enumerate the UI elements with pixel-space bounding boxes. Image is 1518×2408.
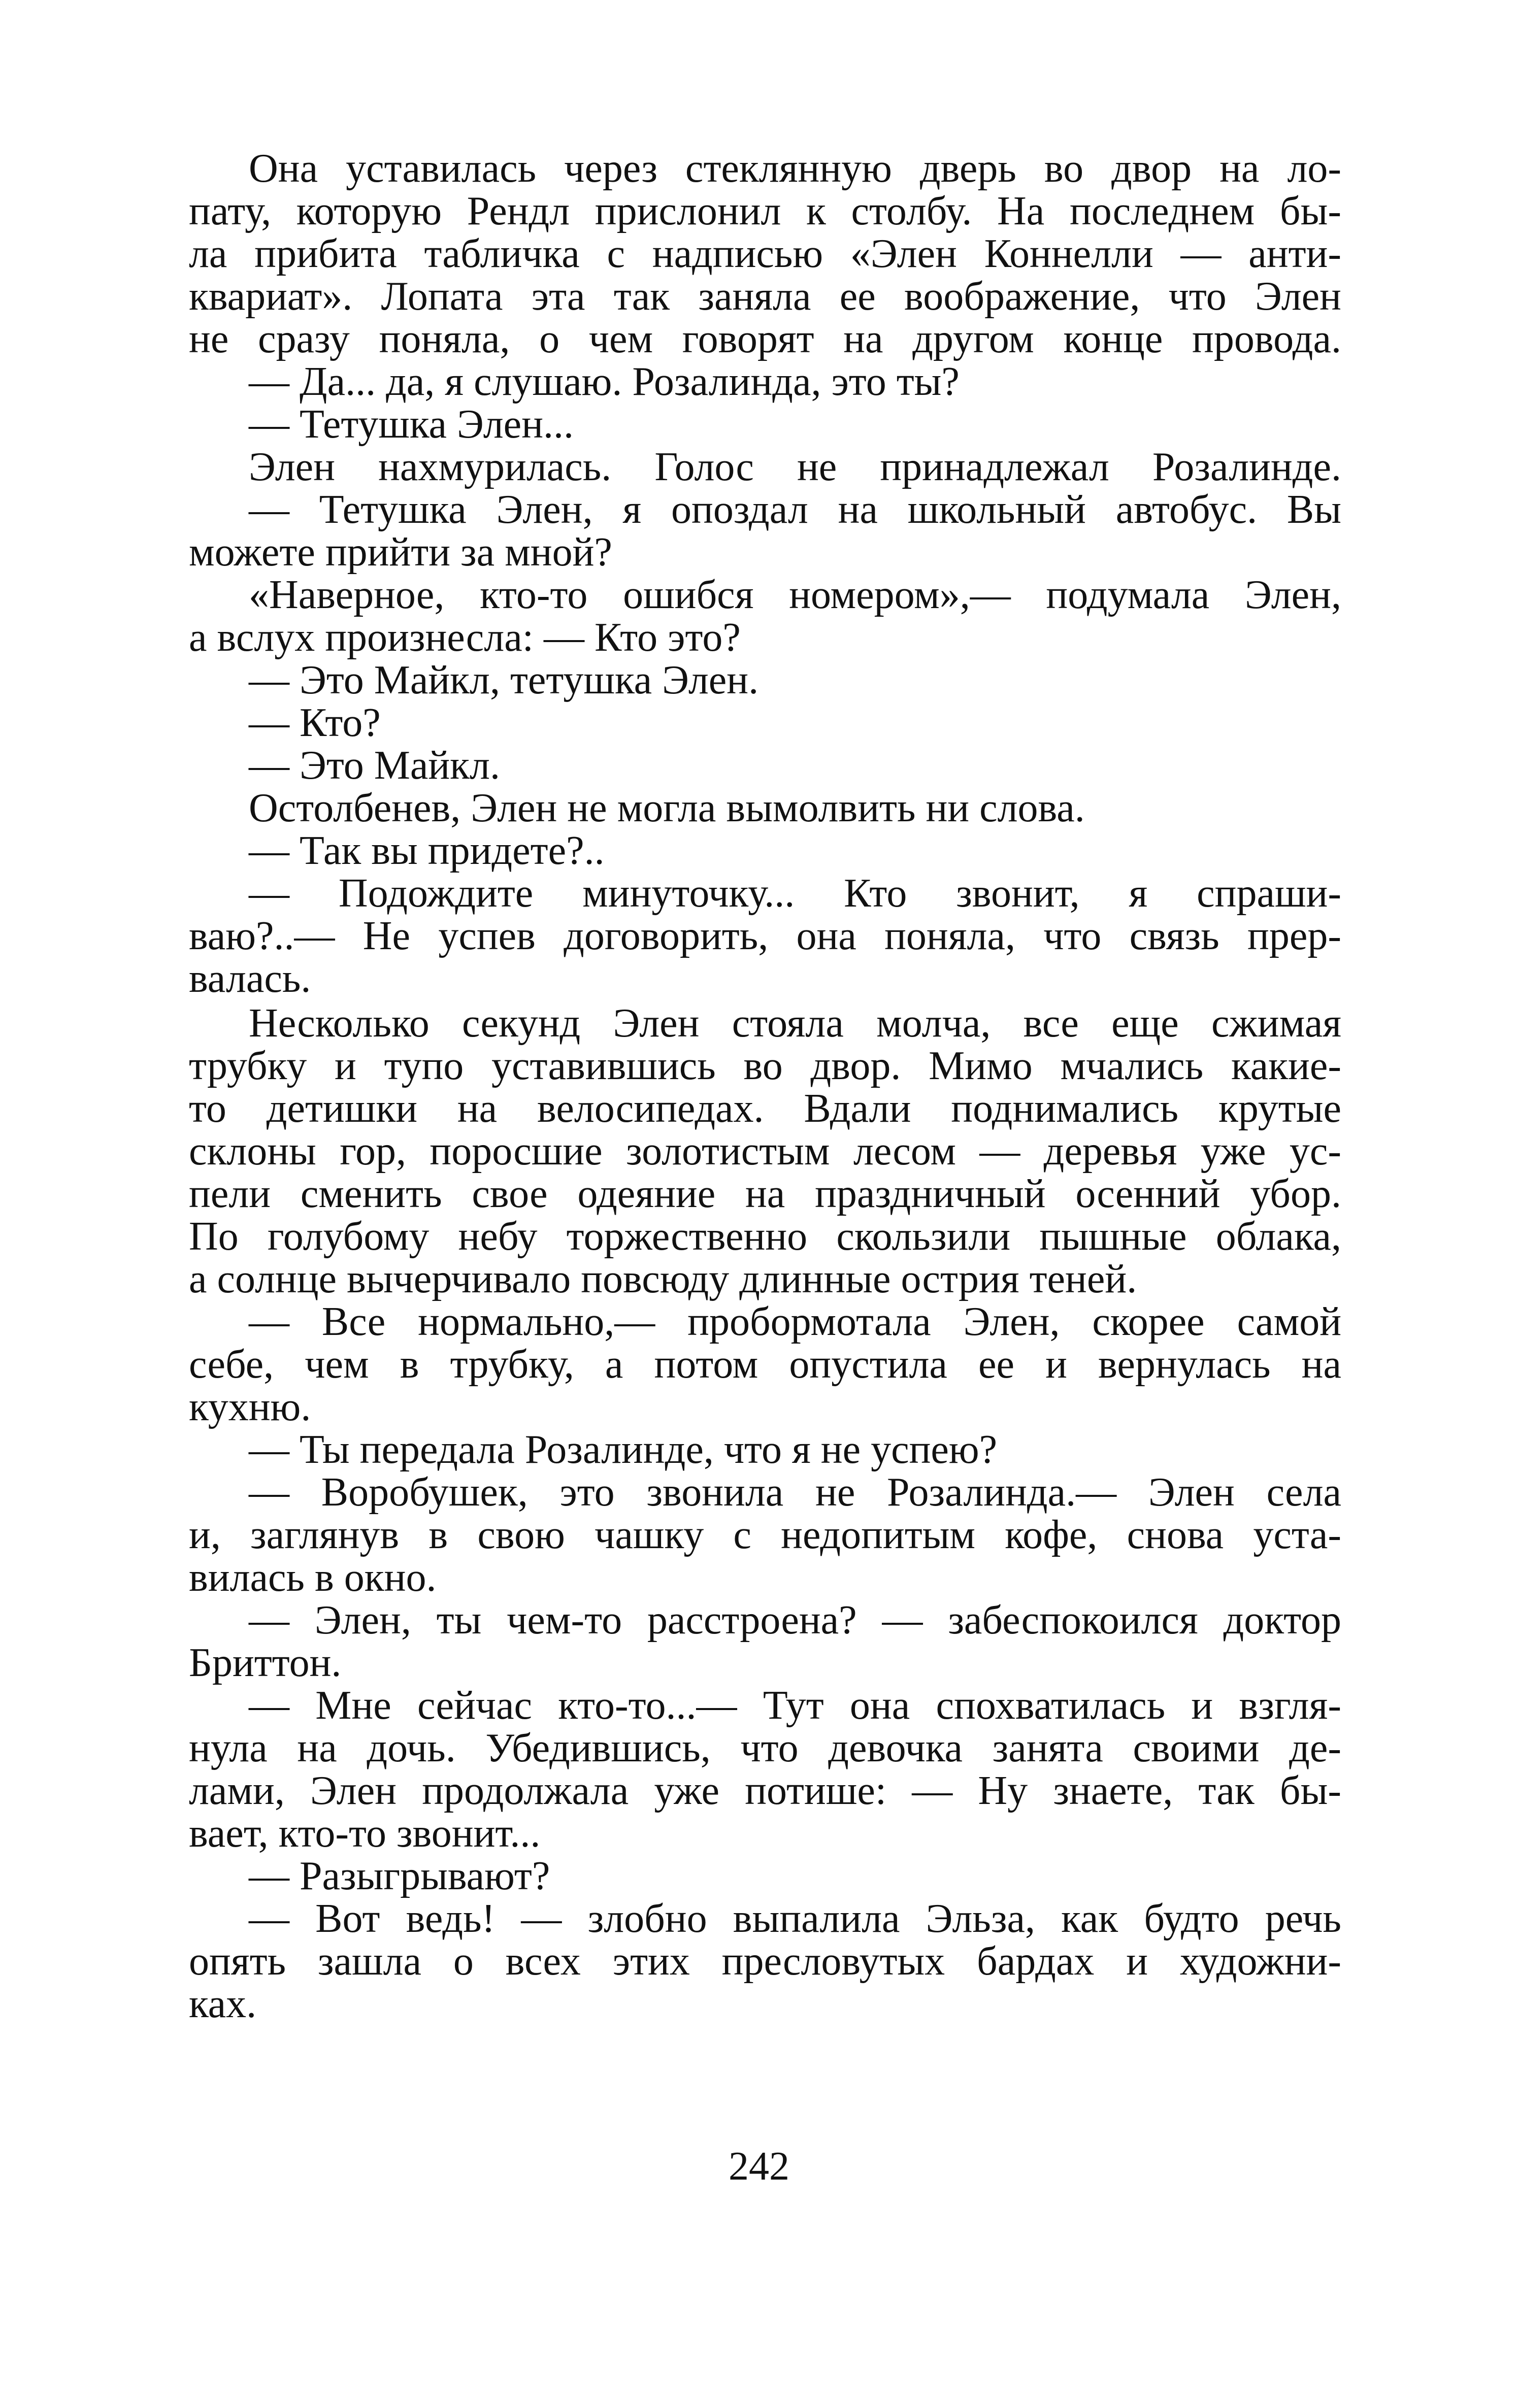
text-line: — Вот ведь! — злобно выпалила Эльза, как будто речь xyxy=(249,1896,1341,1941)
text-line: себе, чем в трубку, а потом опустила ее и вернулась на xyxy=(189,1342,1341,1387)
text-line: — Все нормально,— пробормотала Элен, скорее самой xyxy=(249,1299,1341,1344)
text-line: лами, Элен продолжала уже потише: — Ну знаете, так бы- xyxy=(189,1768,1341,1813)
text-line: пату, которую Рендл прислонил к столбу. На последнем бы- xyxy=(189,189,1341,233)
text-line: Элен нахмурилась. Голос не принадлежал Розалинде. xyxy=(249,445,1341,489)
text-line: трубку и тупо уставившись во двор. Мимо мчались какие- xyxy=(189,1044,1341,1088)
text-line: — Подождите минуточку... Кто звонит, я спраши- xyxy=(249,871,1341,916)
text-line: — Так вы придете?.. xyxy=(249,828,605,873)
text-line: — Кто? xyxy=(249,700,381,745)
text-line: «Наверное, кто-то ошибся номером»,— подумала Элен, xyxy=(249,573,1341,617)
text-line: пели сменить свое одеяние на праздничный осенний убор. xyxy=(189,1172,1341,1216)
text-line: Она уставилась через стеклянную дверь во двор на ло- xyxy=(249,146,1341,191)
text-line: вает, кто-то звонит... xyxy=(189,1811,541,1856)
text-line: — Ты передала Розалинде, что я не успею? xyxy=(249,1427,998,1472)
page-number: 242 xyxy=(729,2144,789,2189)
text-line: Несколько секунд Элен стояла молча, все еще сжимая xyxy=(249,1001,1341,1046)
text-line: — Да... да, я слушаю. Розалинда, это ты? xyxy=(249,359,960,404)
text-line: — Это Майкл. xyxy=(249,743,500,788)
text-line: а солнце вычерчивало повсюду длинные острия теней. xyxy=(189,1257,1137,1301)
text-line: ваю?..— Не успев договорить, она поняла, что связь прер- xyxy=(189,914,1341,958)
text-line: а вслух произнесла: — Кто это? xyxy=(189,615,741,660)
text-line: — Разыгрывают? xyxy=(249,1854,550,1898)
text-line: не сразу поняла, о чем говорят на другом конце провода. xyxy=(189,317,1341,361)
text-line: вилась в окно. xyxy=(189,1555,437,1600)
text-line: склоны гор, поросшие золотистым лесом — деревья уже ус- xyxy=(189,1129,1341,1174)
text-line: и, заглянув в свою чашку с недопитым кофе, снова уста- xyxy=(189,1513,1341,1557)
text-line: Бриттон. xyxy=(189,1641,342,1685)
text-line: ла прибита табличка с надписью «Элен Коннелли — анти- xyxy=(189,231,1341,276)
text-line: квариат». Лопата эта так заняла ее воображение, что Элен xyxy=(189,274,1341,319)
text-line: то детишки на велосипедах. Вдали поднимались крутые xyxy=(189,1086,1341,1131)
text-line: нула на дочь. Убедившись, что девочка занята своими де- xyxy=(189,1726,1341,1770)
text-line: ках. xyxy=(189,1982,257,2026)
text-line: можете прийти за мной? xyxy=(189,530,612,575)
text-line: валась. xyxy=(189,956,311,1001)
text-line: По голубому небу торжественно скользили пышные облака, xyxy=(189,1214,1341,1259)
text-line: опять зашла о всех этих пресловутых бардах и художни- xyxy=(189,1939,1341,1984)
text-line: — Тетушка Элен, я опоздал на школьный автобус. Вы xyxy=(249,487,1341,532)
text-line: — Элен, ты чем-то расстроена? — забеспокоился доктор xyxy=(249,1598,1341,1643)
text-line: — Воробушек, это звонила не Розалинда.— Элен села xyxy=(249,1470,1341,1515)
text-line: Остолбенев, Элен не могла вымолвить ни слова. xyxy=(249,786,1085,830)
text-line: — Это Майкл, тетушка Элен. xyxy=(249,658,759,703)
text-line: кухню. xyxy=(189,1385,311,1429)
text-line: — Мне сейчас кто-то...— Тут она спохватилась и взгля- xyxy=(249,1683,1341,1728)
text-line: — Тетушка Элен... xyxy=(249,402,574,447)
